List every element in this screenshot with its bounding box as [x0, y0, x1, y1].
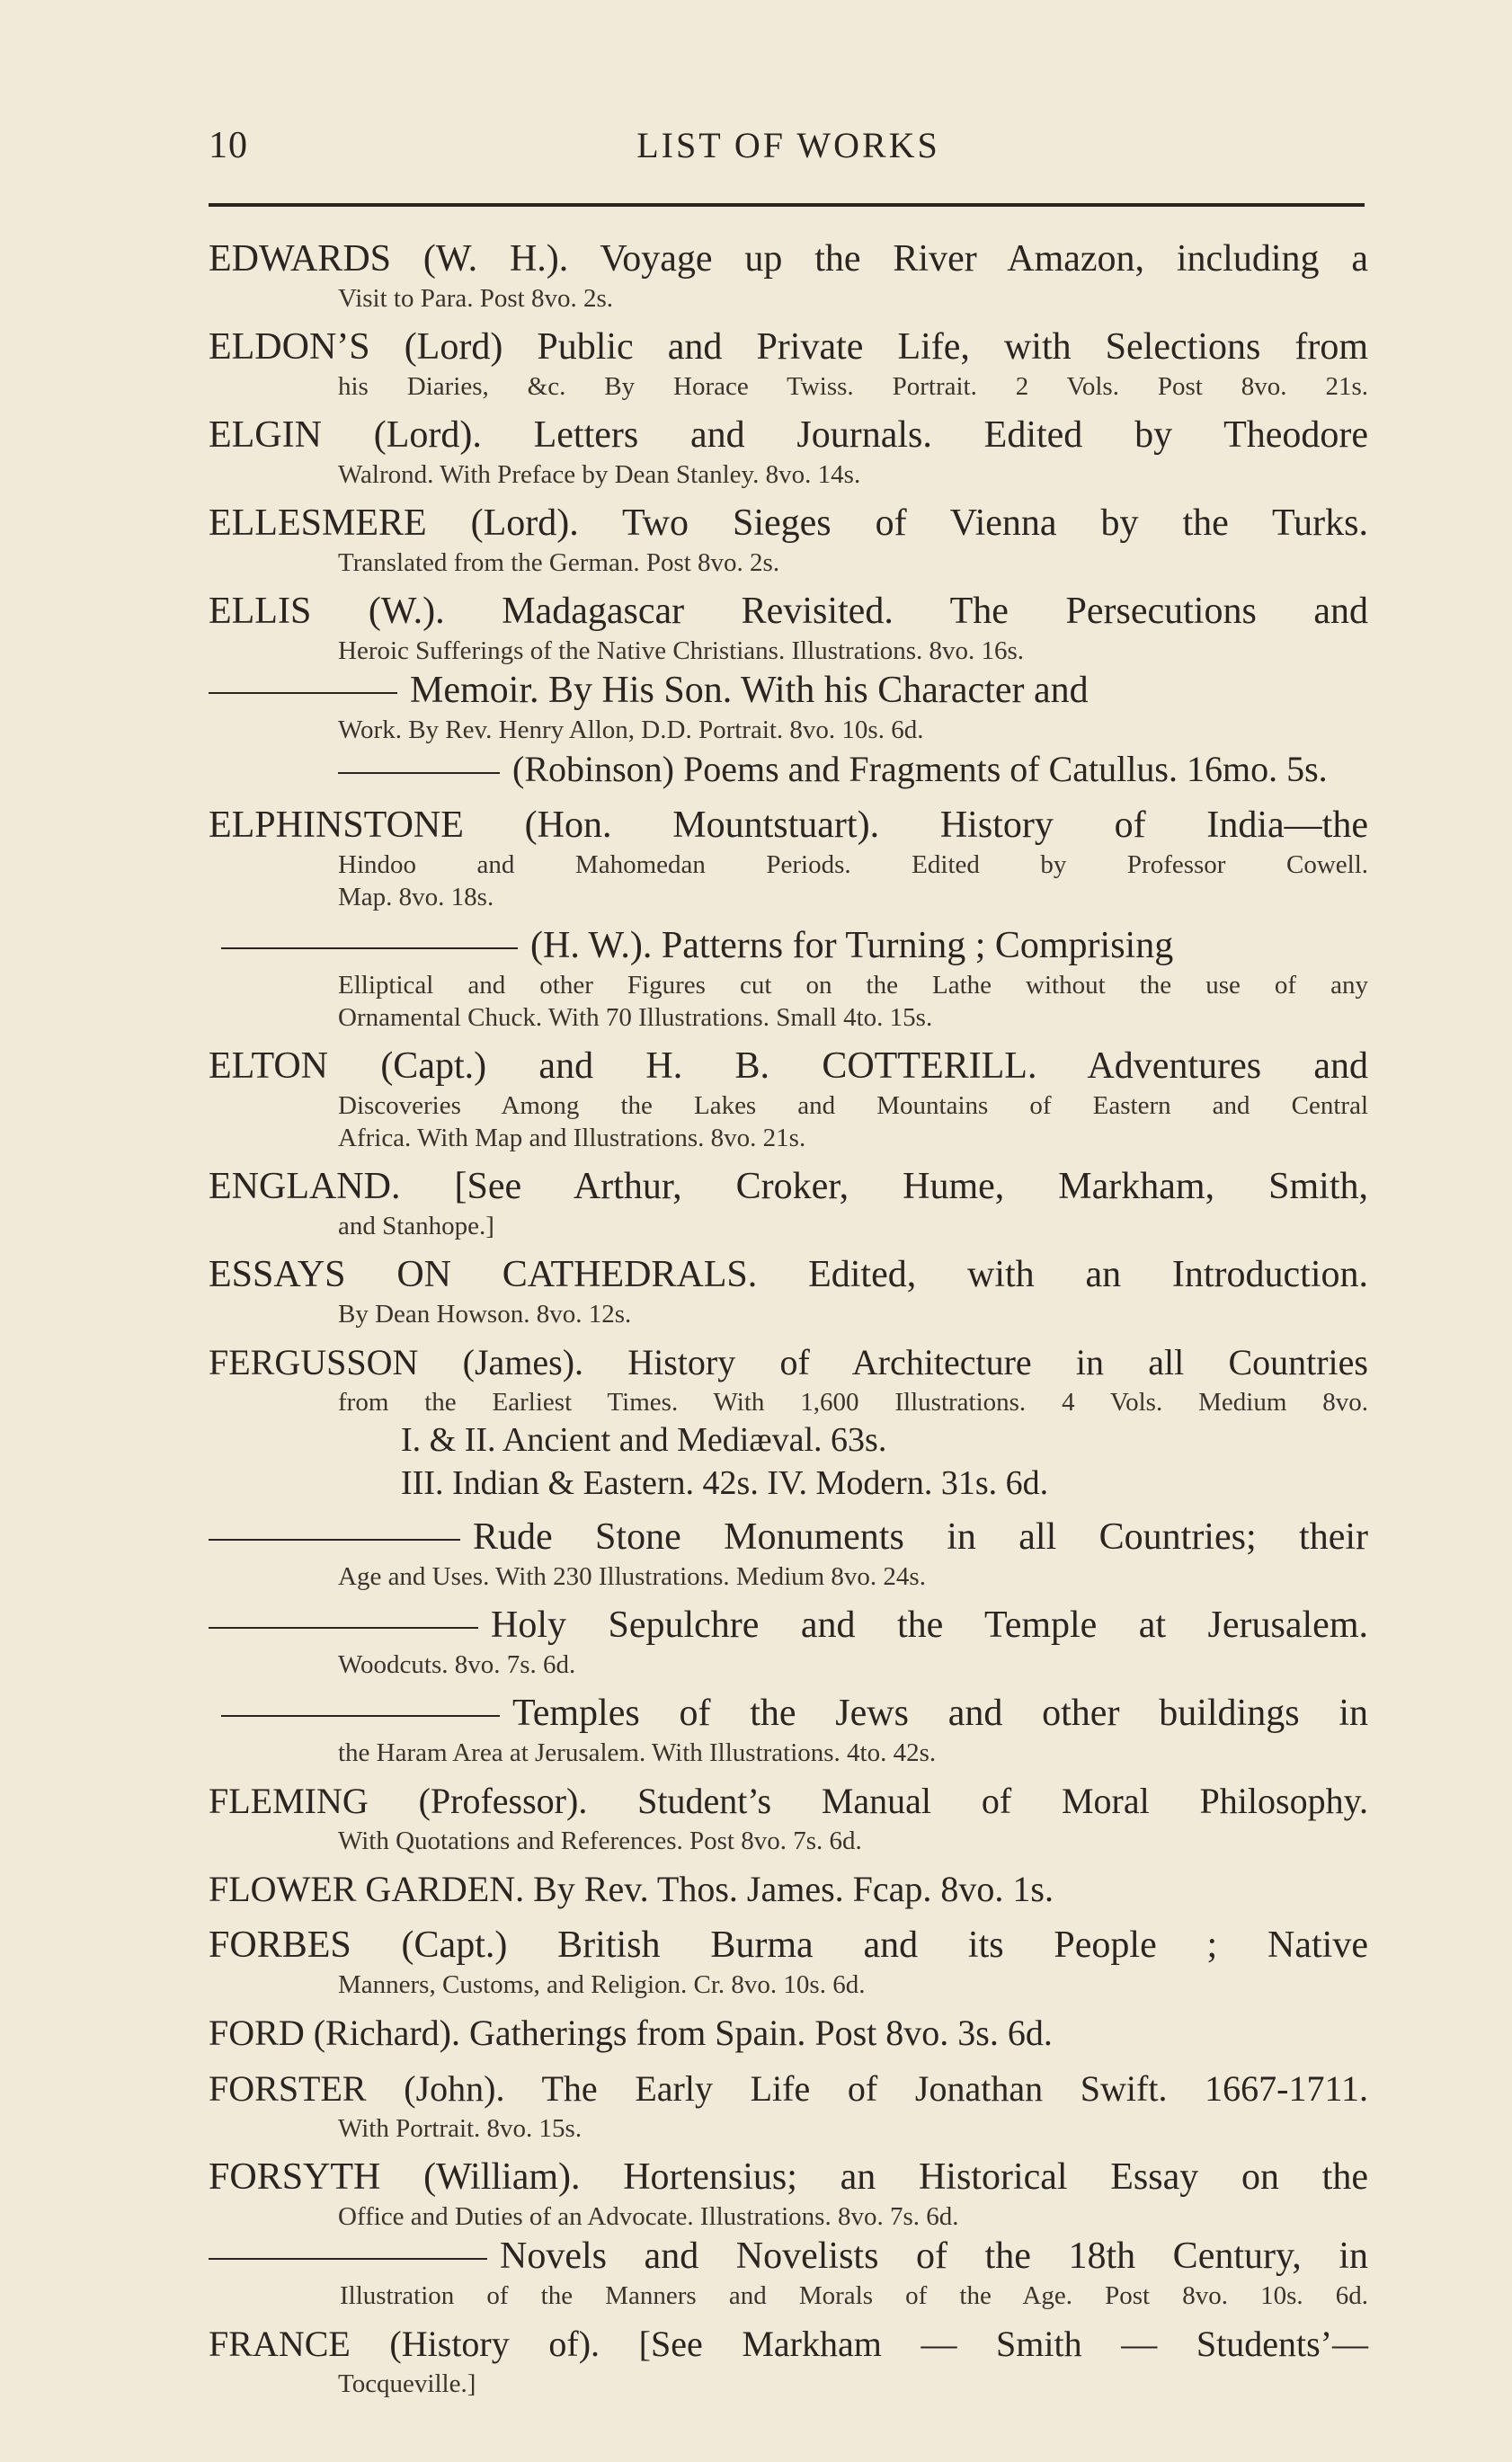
entry-heading: ELGIN (Lord). Letters and Journals. Edited by Theodore: [209, 414, 1368, 456]
entry-fleming: [209, 1778, 1368, 1857]
entry-heading: FERGUSSON (James). History of Architecture in all Countries: [209, 1342, 1368, 1382]
entry-forsyth-novels: [209, 2233, 1368, 2312]
running-title: LIST OF WORKS: [636, 125, 940, 165]
entry-details: Map. 8vo. 18s.: [338, 883, 494, 911]
entry-fergusson-sepulchre: [209, 1602, 1368, 1681]
entry-fergusson: [209, 1339, 1368, 1505]
entry-elton: [209, 1043, 1368, 1154]
entry-heading: ENGLAND. [See Arthur, Croker, Hume, Markham, Smith,: [209, 1166, 1368, 1207]
entry-flower-garden: [209, 1866, 1368, 1913]
entry-ellis: [209, 588, 1368, 667]
entry-heading: ELLESMERE (Lord). Two Sieges of Vienna by the Turks.: [209, 502, 1368, 544]
volume-line: III. Indian & Eastern. 42s. IV. Modern. 31s. 6d.: [401, 1464, 1049, 1502]
entry-heading: Rude Stone Monuments in all Countries; their: [473, 1516, 1368, 1558]
entry-heading: FORD (Richard). Gatherings from Spain. Post 8vo. 3s. 6d.: [209, 2013, 1053, 2053]
entry-details: By Dean Howson. 8vo. 12s.: [338, 1300, 632, 1329]
entry-details: With Quotations and References. Post 8vo. 7s. 6d.: [338, 1827, 862, 1855]
entry-details: Age and Uses. With 230 Illustrations. Medium 8vo. 24s.: [338, 1562, 926, 1591]
entry-elphinstone-patterns: [209, 922, 1368, 1034]
entry-details: Elliptical and other Figures cut on the Lathe without the use of any: [338, 971, 1368, 1000]
ditto-dash: [221, 1715, 500, 1717]
entries-list: [209, 236, 1368, 2400]
entry-details: Woodcuts. 8vo. 7s. 6d.: [338, 1650, 576, 1679]
entry-heading: ELLIS (W.). Madagascar Revisited. The Persecutions and: [209, 591, 1368, 632]
entry-details: the Haram Area at Jerusalem. With Illustrations. 4to. 42s.: [338, 1738, 937, 1767]
ditto-dash: [221, 947, 518, 949]
ditto-dash: [209, 692, 397, 694]
entry-heading: Temples of the Jews and other buildings in: [512, 1693, 1368, 1734]
entry-details: Heroic Sufferings of the Native Christians. Illustrations. 8vo. 16s.: [338, 636, 1025, 665]
entry-fergusson-temples: [209, 1690, 1368, 1769]
entry-edwards: [209, 236, 1368, 315]
entry-forbes: [209, 1922, 1368, 2001]
entry-details: Illustration of the Manners and Morals of the Age. Post 8vo. 10s. 6d.: [340, 2281, 1368, 2310]
entry-heading: Novels and Novelists of the 18th Century, in: [500, 2235, 1368, 2277]
page-number: 10: [209, 125, 248, 166]
entry-heading: FLEMING (Professor). Student’s Manual of Moral Philosophy.: [209, 1781, 1368, 1821]
entry-heading: Holy Sepulchre and the Temple at Jerusalem.: [491, 1604, 1368, 1646]
entry-elgin: [209, 412, 1368, 491]
entry-details: Visit to Para. Post 8vo. 2s.: [338, 284, 614, 313]
page-header: [209, 124, 1368, 174]
entry-details: Translated from the German. Post 8vo. 2s.: [338, 548, 780, 577]
entry-details: With Portrait. 8vo. 15s.: [338, 2114, 583, 2143]
entry-elphinstone: [209, 802, 1368, 913]
ditto-dash: [209, 1539, 460, 1541]
entry-heading: EDWARDS (W. H.). Voyage up the River Amazon, including a: [209, 238, 1368, 280]
entry-details: Work. By Rev. Henry Allon, D.D. Portrait. 8vo. 10s. 6d.: [338, 715, 924, 744]
entry-details: Ornamental Chuck. With 70 Illustrations. Small 4to. 15s.: [338, 1003, 933, 1032]
entry-heading: FORSYTH (William). Hortensius; an Historical Essay on the: [209, 2156, 1368, 2198]
entry-details: Hindoo and Mahomedan Periods. Edited by Professor Cowell.: [338, 850, 1368, 879]
entry-heading: ELDON’S (Lord) Public and Private Life, with Selections from: [209, 326, 1368, 368]
entry-details: from the Earliest Times. With 1,600 Illustrations. 4 Vols. Medium 8vo.: [338, 1388, 1368, 1417]
ditto-dash: [209, 2258, 487, 2260]
entry-ellesmere: [209, 500, 1368, 579]
entry-details: Africa. With Map and Illustrations. 8vo. 21s.: [338, 1124, 806, 1152]
entry-details: Office and Duties of an Advocate. Illustrations. 8vo. 7s. 6d.: [338, 2202, 959, 2231]
entry-eldon: [209, 324, 1368, 403]
entry-details: Tocqueville.]: [338, 2369, 476, 2398]
entry-heading: ELPHINSTONE (Hon. Mountstuart). History of India—the: [209, 804, 1368, 846]
entry-ellis-memoir: [209, 667, 1368, 746]
entry-heading: FRANCE (History of). [See Markham — Smith — Students’—: [209, 2324, 1368, 2364]
entry-heading: Memoir. By His Son. With his Character and: [410, 670, 1089, 711]
volume-line: I. & II. Ancient and Mediæval. 63s.: [401, 1421, 887, 1459]
entry-france: [209, 2321, 1368, 2400]
entry-details: Discoveries Among the Lakes and Mountains of Eastern and Central: [338, 1091, 1368, 1120]
ditto-dash: [209, 1627, 478, 1629]
entry-heading: ESSAYS ON CATHEDRALS. Edited, with an Introduction.: [209, 1254, 1368, 1295]
entry-essays-cathedrals: [209, 1251, 1368, 1330]
entry-forsyth: [209, 2154, 1368, 2233]
entry-details: his Diaries, &c. By Horace Twiss. Portrait. 2 Vols. Post 8vo. 21s.: [338, 372, 1368, 401]
entry-heading: (H. W.). Patterns for Turning ; Comprising: [530, 925, 1174, 966]
entry-ford: [209, 2010, 1368, 2057]
entry-details: Manners, Customs, and Religion. Cr. 8vo. 10s. 6d.: [338, 1970, 866, 1999]
entry-fergusson-rude-stone: [209, 1514, 1368, 1593]
entry-heading: (Robinson) Poems and Fragments of Catullus. 16mo. 5s.: [512, 749, 1328, 789]
entry-heading: FLOWER GARDEN. By Rev. Thos. James. Fcap. 8vo. 1s.: [209, 1869, 1054, 1909]
entry-ellis-catullus: [209, 746, 1368, 793]
entry-details: Walrond. With Preface by Dean Stanley. 8vo. 14s.: [338, 460, 861, 489]
entry-heading: FORSTER (John). The Early Life of Jonathan Swift. 1667-1711.: [209, 2068, 1368, 2109]
entry-heading: ELTON (Capt.) and H. B. COTTERILL. Adventures and: [209, 1045, 1368, 1087]
entry-details: and Stanhope.]: [338, 1212, 494, 1240]
entry-heading: FORBES (Capt.) British Burma and its People ; Native: [209, 1924, 1368, 1966]
header-rule: [209, 203, 1365, 207]
ditto-dash: [338, 772, 500, 774]
entry-forster: [209, 2066, 1368, 2145]
entry-england: [209, 1163, 1368, 1242]
